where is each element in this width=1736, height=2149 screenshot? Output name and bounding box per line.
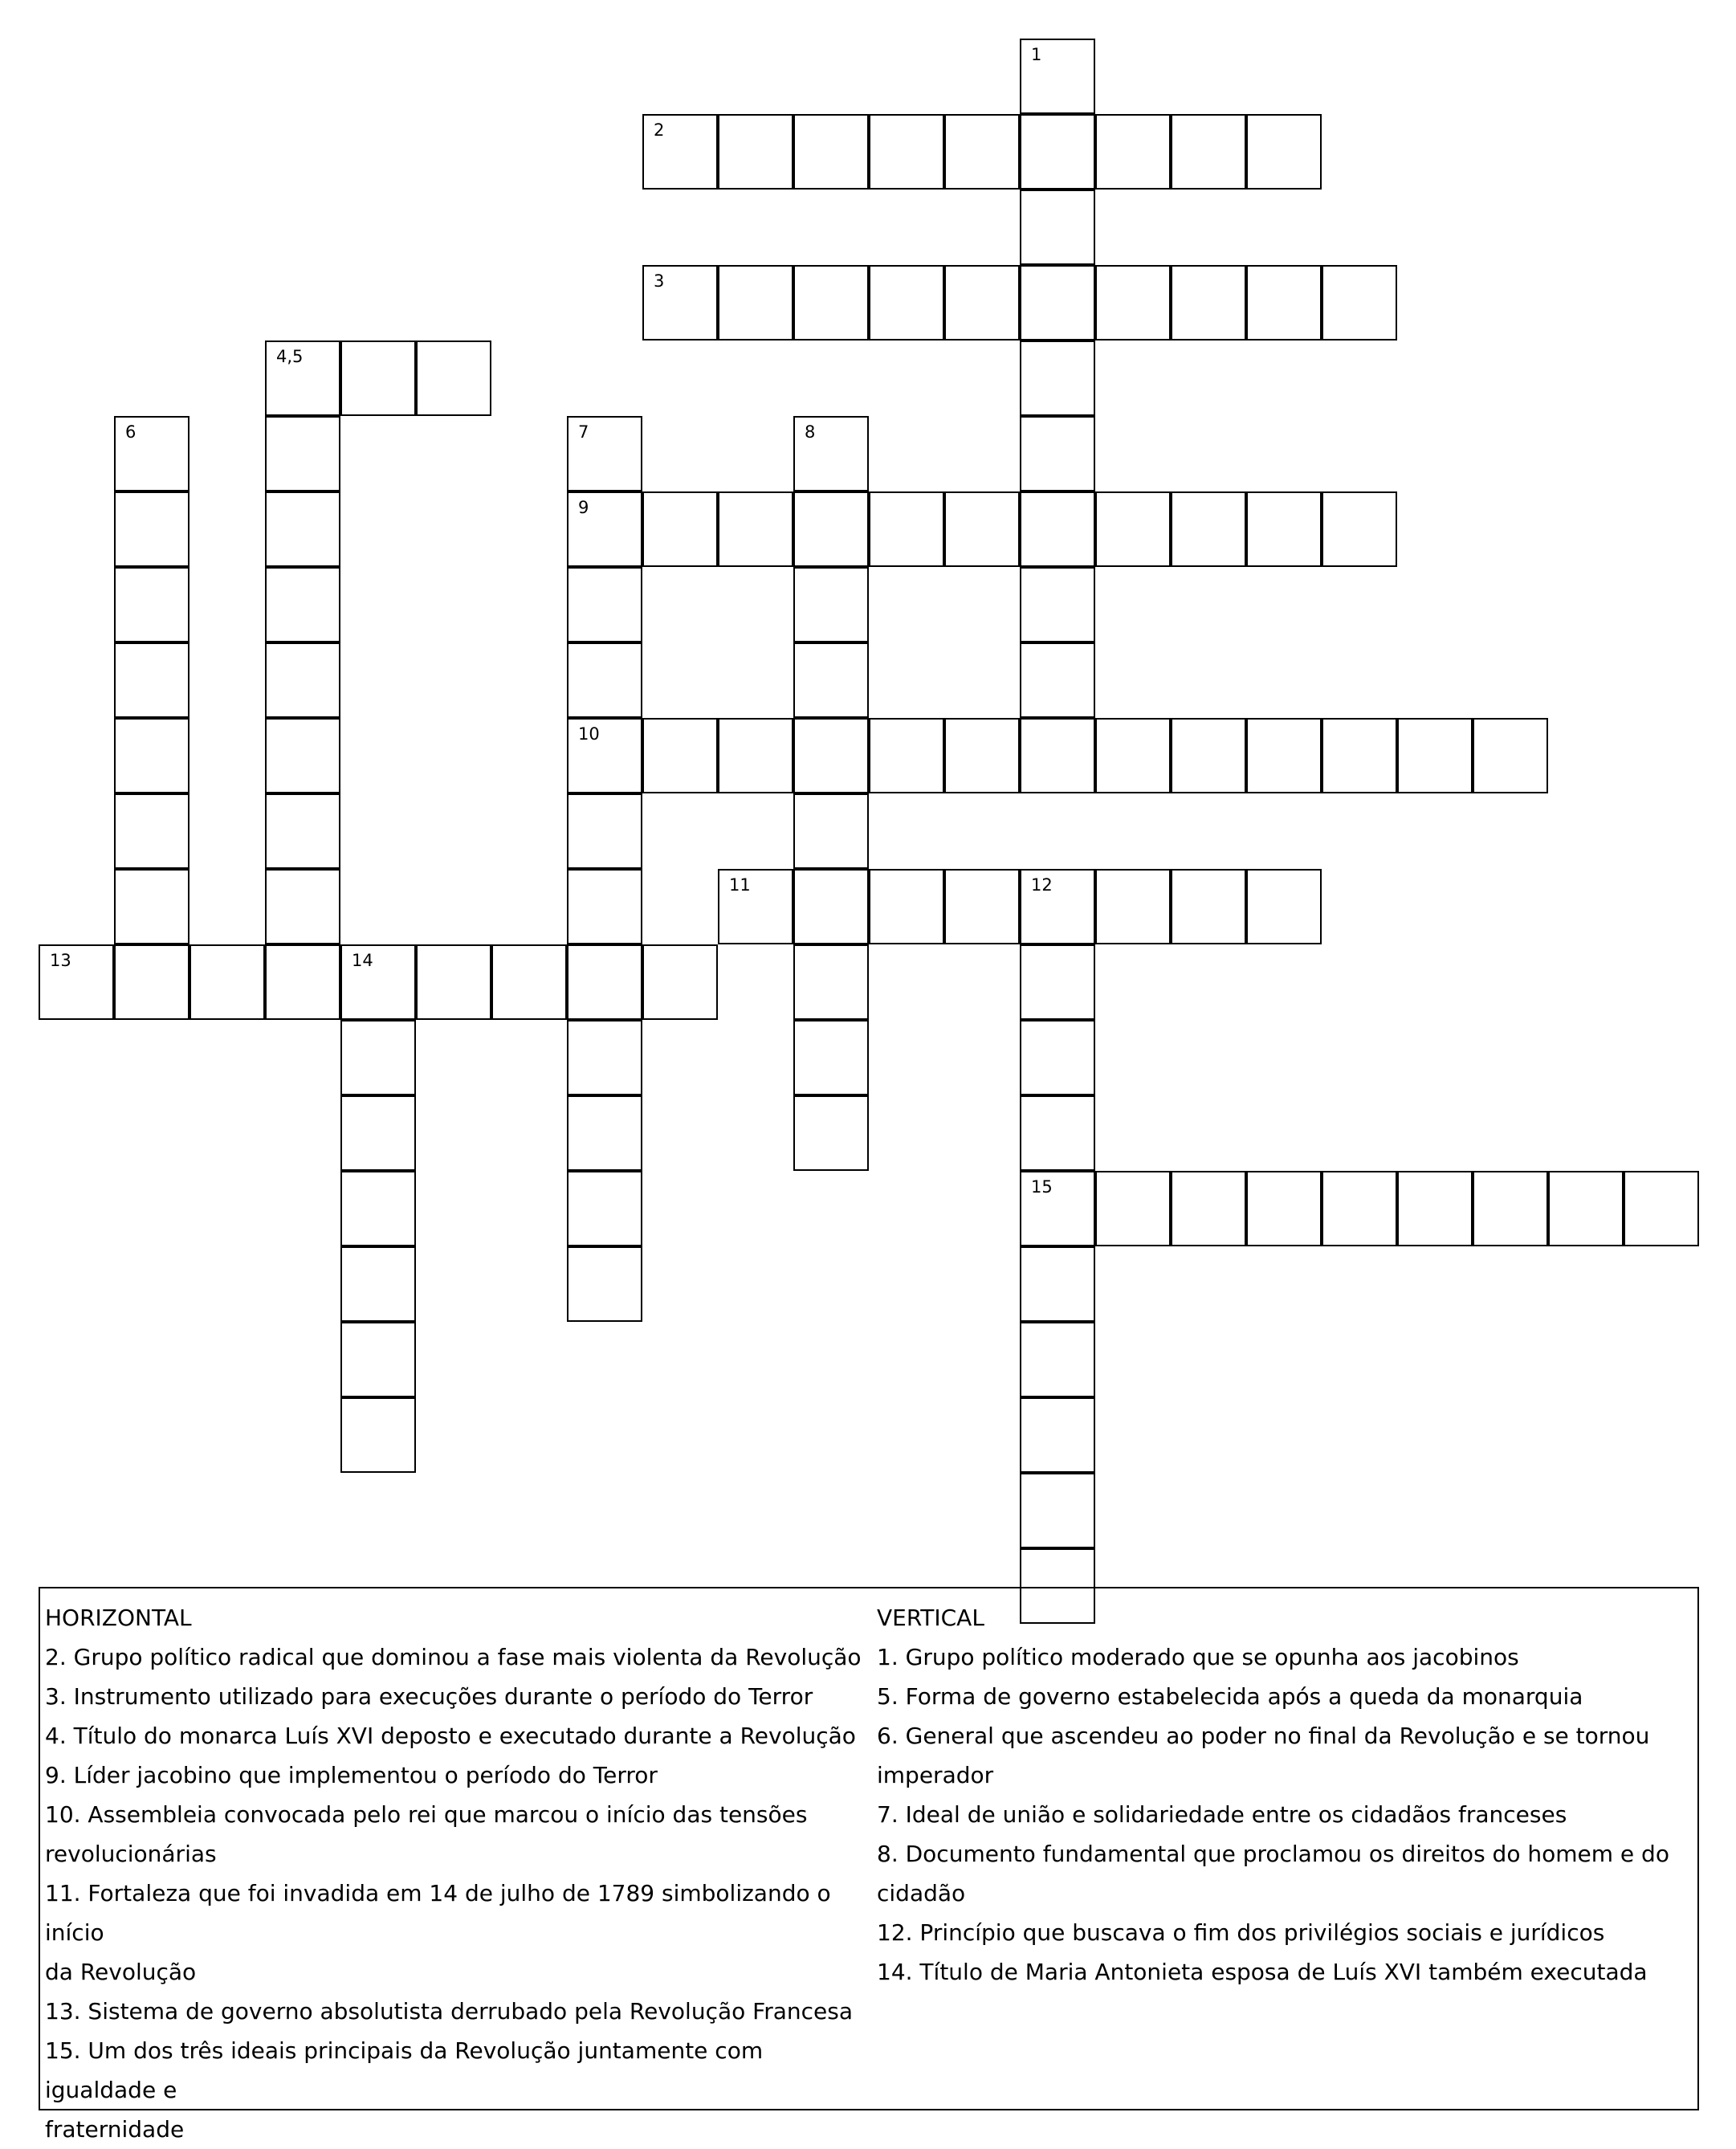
grid-cell[interactable] — [340, 1171, 416, 1246]
grid-cell[interactable] — [1020, 642, 1095, 718]
clue-number: 8 — [805, 422, 816, 442]
grid-cell[interactable] — [114, 416, 189, 491]
grid-cell[interactable] — [642, 491, 718, 567]
grid-cell[interactable] — [793, 1020, 869, 1095]
horizontal-clue-line: 3. Instrumento utilizado para execuções durante o período do Terror — [45, 1683, 813, 1710]
grid-cell[interactable] — [793, 718, 869, 793]
grid-cell[interactable] — [491, 944, 567, 1020]
grid-cell[interactable] — [869, 718, 944, 793]
grid-cell[interactable] — [1171, 265, 1246, 340]
grid-cell[interactable] — [114, 491, 189, 567]
grid-cell[interactable] — [793, 416, 869, 491]
grid-cell[interactable] — [1020, 1473, 1095, 1548]
grid-cell[interactable] — [1171, 491, 1246, 567]
grid-cell[interactable] — [114, 944, 189, 1020]
clue-number: 14 — [352, 951, 373, 970]
grid-cell[interactable] — [944, 491, 1020, 567]
clue-number: 10 — [578, 724, 600, 744]
grid-cell[interactable] — [1171, 1171, 1246, 1246]
grid-cell[interactable] — [1020, 265, 1095, 340]
grid-cell[interactable] — [1020, 944, 1095, 1020]
grid-cell[interactable] — [1095, 265, 1171, 340]
grid-cell[interactable] — [1095, 718, 1171, 793]
grid-cell[interactable] — [1171, 114, 1246, 190]
grid-cell[interactable] — [642, 265, 718, 340]
grid-cell[interactable] — [1171, 869, 1246, 944]
grid-cell[interactable] — [416, 944, 491, 1020]
grid-cell[interactable] — [1246, 265, 1322, 340]
grid-cell[interactable] — [567, 793, 642, 869]
grid-cell[interactable] — [1020, 114, 1095, 190]
clue-number: 6 — [125, 422, 137, 442]
vertical-clue-line: 8. Documento fundamental que proclamou os direitos do homem e do — [877, 1841, 1669, 1867]
horizontal-clue-line: 15. Um dos três ideais principais da Revolução juntamente com igualdade e — [45, 2037, 764, 2103]
grid-cell[interactable] — [944, 869, 1020, 944]
grid-cell[interactable] — [1020, 190, 1095, 265]
grid-cell[interactable] — [1322, 491, 1397, 567]
grid-cell[interactable] — [189, 944, 265, 1020]
grid-cell[interactable] — [567, 944, 642, 1020]
clue-number: 3 — [654, 271, 665, 291]
grid-cell[interactable] — [718, 114, 793, 190]
grid-cell[interactable] — [567, 642, 642, 718]
grid-cell[interactable] — [718, 869, 793, 944]
grid-cell[interactable] — [1020, 416, 1095, 491]
grid-cell[interactable] — [265, 944, 340, 1020]
grid-cell[interactable] — [793, 265, 869, 340]
grid-cell[interactable] — [340, 1246, 416, 1322]
grid-cell[interactable] — [1020, 869, 1095, 944]
clue-number: 15 — [1031, 1177, 1053, 1197]
grid-cell[interactable] — [1322, 718, 1397, 793]
grid-cell[interactable] — [1624, 1171, 1699, 1246]
grid-cell[interactable] — [1020, 1171, 1095, 1246]
grid-cell[interactable] — [567, 1171, 642, 1246]
clue-box — [39, 1587, 1699, 2143]
grid-cell[interactable] — [1171, 718, 1246, 793]
grid-cell[interactable] — [265, 642, 340, 718]
clue-number: 9 — [578, 498, 589, 517]
grid-cell[interactable] — [1397, 718, 1473, 793]
horizontal-clue-line: 9. Líder jacobino que implementou o período do Terror — [45, 1762, 658, 1788]
grid-cell[interactable] — [1020, 1322, 1095, 1397]
vertical-clue-line: 5. Forma de governo estabelecida após a queda da monarquia — [877, 1683, 1583, 1710]
grid-cell[interactable] — [793, 491, 869, 567]
grid-cell[interactable] — [1473, 718, 1548, 793]
grid-cell[interactable] — [340, 1020, 416, 1095]
grid-cell[interactable] — [1473, 1171, 1548, 1246]
grid-cell[interactable] — [567, 416, 642, 491]
horizontal-clues — [45, 1598, 864, 2149]
horizontal-clue-line: 4. Título do monarca Luís XVI deposto e executado durante a Revolução — [45, 1723, 856, 1749]
grid-cell[interactable] — [340, 1322, 416, 1397]
grid-cell[interactable] — [340, 1397, 416, 1473]
horizontal-clue-line: revolucionárias — [45, 1841, 217, 1867]
grid-cell[interactable] — [1020, 1020, 1095, 1095]
grid-cell[interactable] — [265, 416, 340, 491]
grid-cell[interactable] — [265, 718, 340, 793]
grid-cell[interactable] — [642, 944, 718, 1020]
grid-cell[interactable] — [39, 944, 114, 1020]
grid-cell[interactable] — [265, 340, 340, 416]
grid-cell[interactable] — [567, 567, 642, 642]
grid-cell[interactable] — [1246, 869, 1322, 944]
grid-cell[interactable] — [793, 567, 869, 642]
vertical-clue-line: 12. Princípio que buscava o fim dos privilégios sociais e jurídicos — [877, 1919, 1605, 1946]
grid-cell[interactable] — [567, 491, 642, 567]
grid-cell[interactable] — [114, 869, 189, 944]
grid-cell[interactable] — [944, 265, 1020, 340]
vertical-clue-line: imperador — [877, 1762, 994, 1788]
grid-cell[interactable] — [265, 491, 340, 567]
grid-cell[interactable] — [1020, 1246, 1095, 1322]
horizontal-clue-line: 11. Fortaleza que foi invadida em 14 de julho de 1789 simbolizando o início — [45, 1880, 831, 1946]
horizontal-heading: HORIZONTAL — [45, 1605, 192, 1631]
grid-cell[interactable] — [567, 1020, 642, 1095]
horizontal-clue-line: 10. Assembleia convocada pelo rei que marcou o início das tensões — [45, 1801, 808, 1828]
grid-cell[interactable] — [869, 869, 944, 944]
grid-cell[interactable] — [793, 1095, 869, 1171]
grid-cell[interactable] — [340, 340, 416, 416]
grid-cell[interactable] — [114, 718, 189, 793]
grid-cell[interactable] — [1020, 340, 1095, 416]
grid-cell[interactable] — [793, 642, 869, 718]
grid-cell[interactable] — [793, 944, 869, 1020]
grid-cell[interactable] — [1095, 491, 1171, 567]
grid-cell[interactable] — [340, 1095, 416, 1171]
grid-cell[interactable] — [567, 1246, 642, 1322]
grid-cell[interactable] — [265, 567, 340, 642]
vertical-clue-line: 1. Grupo político moderado que se opunha aos jacobinos — [877, 1644, 1519, 1670]
grid-cell[interactable] — [1020, 567, 1095, 642]
horizontal-clue-line: 13. Sistema de governo absolutista derrubado pela Revolução Francesa — [45, 1998, 854, 2025]
grid-cell[interactable] — [1095, 114, 1171, 190]
grid-cell[interactable] — [340, 944, 416, 1020]
grid-cell[interactable] — [1020, 718, 1095, 793]
grid-cell[interactable] — [944, 114, 1020, 190]
grid-cell[interactable] — [718, 491, 793, 567]
vertical-clues — [877, 1598, 1688, 1992]
grid-cell[interactable] — [718, 718, 793, 793]
grid-cell[interactable] — [114, 793, 189, 869]
clue-number: 12 — [1031, 875, 1053, 895]
clue-number: 7 — [578, 422, 589, 442]
grid-cell[interactable] — [642, 114, 718, 190]
vertical-clue-line: cidadão — [877, 1880, 966, 1906]
clue-number: 13 — [50, 951, 71, 970]
clue-number: 2 — [654, 120, 665, 140]
horizontal-clue-line: 2. Grupo político radical que dominou a fase mais violenta da Revolução — [45, 1644, 862, 1670]
grid-cell[interactable] — [1246, 114, 1322, 190]
grid-cell[interactable] — [114, 567, 189, 642]
grid-cell[interactable] — [793, 114, 869, 190]
grid-cell[interactable] — [265, 793, 340, 869]
grid-cell[interactable] — [1397, 1171, 1473, 1246]
vertical-clue-line: 6. General que ascendeu ao poder no final da Revolução e se tornou — [877, 1723, 1650, 1749]
grid-cell[interactable] — [1322, 1171, 1397, 1246]
grid-cell[interactable] — [1322, 265, 1397, 340]
grid-cell[interactable] — [114, 642, 189, 718]
grid-cell[interactable] — [1020, 1095, 1095, 1171]
grid-cell[interactable] — [567, 1095, 642, 1171]
clue-number: 11 — [729, 875, 751, 895]
grid-cell[interactable] — [567, 869, 642, 944]
grid-cell[interactable] — [1246, 491, 1322, 567]
grid-cell[interactable] — [793, 793, 869, 869]
clue-number: 1 — [1031, 45, 1042, 64]
grid-cell[interactable] — [1246, 718, 1322, 793]
grid-cell[interactable] — [1095, 869, 1171, 944]
grid-cell[interactable] — [869, 265, 944, 340]
grid-cell[interactable] — [869, 114, 944, 190]
vertical-clue-line: 7. Ideal de união e solidariedade entre os cidadãos franceses — [877, 1801, 1567, 1828]
horizontal-clue-line: fraternidade — [45, 2116, 185, 2143]
grid-cell[interactable] — [1095, 1171, 1171, 1246]
grid-cell[interactable] — [718, 265, 793, 340]
grid-cell[interactable] — [1548, 1171, 1624, 1246]
grid-cell[interactable] — [944, 718, 1020, 793]
grid-cell[interactable] — [416, 340, 491, 416]
grid-cell[interactable] — [567, 718, 642, 793]
grid-cell[interactable] — [1246, 1171, 1322, 1246]
grid-cell[interactable] — [1020, 491, 1095, 567]
grid-cell[interactable] — [265, 869, 340, 944]
grid-cell[interactable] — [793, 869, 869, 944]
clue-number: 4,5 — [276, 347, 304, 366]
vertical-heading: VERTICAL — [877, 1605, 984, 1631]
grid-cell[interactable] — [642, 718, 718, 793]
horizontal-clue-line: da Revolução — [45, 1959, 197, 1985]
grid-cell[interactable] — [1020, 1397, 1095, 1473]
grid-cell[interactable] — [1020, 39, 1095, 114]
vertical-clue-line: 14. Título de Maria Antonieta esposa de Luís XVI também executada — [877, 1959, 1648, 1985]
grid-cell[interactable] — [869, 491, 944, 567]
